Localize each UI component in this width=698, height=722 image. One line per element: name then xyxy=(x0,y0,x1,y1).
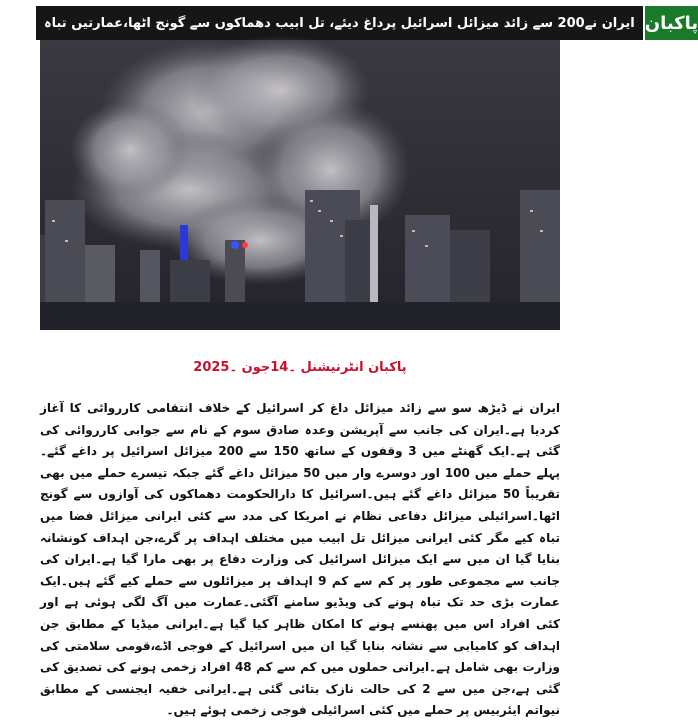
skyline-smoke-image xyxy=(40,40,560,330)
news-photo xyxy=(40,40,560,330)
article-body: ایران نے ڈیڑھ سو سے زائد میزائل داغ کر اسرائیل کے خلاف انتقامی کارروائی کا آغاز کردیا ہے۔ایران کی جانب سے آپریشن وعدہ صادق سوم کے نام سے جوابی کارروائی کی گئی ہے۔ایک گھنٹے میں 3 وقفوں کے ساتھ 150 سے 200 میزائل اسرائیل پر داغے گئے۔ پہلے حملے میں 100 اور دوسرے وار میں 50 میزائل داغے گئے جبکہ تیسرے حملے میں بھی تقریباً 50 میزائل داغے گئے ہیں۔اسرائیل کا دارالحکومت دھماکوں کی آوازوں سے گونج اٹھا۔اسرائیلی میزائل دفاعی نظام نے امریکا کی مدد سے کئی ایرانی میزائل فضا میں تباہ کیے مگر کئی ایرانی میزائل تل ابیب میں مختلف اہداف پر گرے،جن اہداف کونشانہ بنایا گیا ان میں سے ایک میزائل اسرائیل کی وزارت دفاع پر بھی مارا گیا ہے۔ایران کی جانب سے مجموعی طور پر کم سے کم 9 اہداف پر میزائلوں سے حملے کیے گئے ہیں۔ایک عمارت بڑی حد تک تباہ ہونے کی ویڈیو سامنے آگئی۔عمارت میں آگ لگی ہوئی ہے اور کئی افراد اس میں پھنسے ہونے کا امکان ظاہر کیا گیا ہے۔ایرانی میڈیا کے مطابق جن اہداف کو کامیابی سے نشانہ بنایا گیا ان میں اسرائیل کے فوجی اڈے،قومی سلامتی کی وزارت بھی شامل ہے۔ایرانی حملوں میں کم سے کم 48 افراد زخمی ہونے کی تصدیق کی گئی ہے،جن میں سے 2 کی حالت نازک بتائی گئی ہے۔ایرانی خفیہ ایجنسی کے مطابق نیواتم ایئربیس پر حملے میں کئی اسرائیلی فوجی زخمی ہوئے ہیں۔ xyxy=(40,401,560,718)
header-banner xyxy=(36,6,698,40)
brand-logo: پاکبان xyxy=(643,6,698,40)
headline: ایران نے200 سے زائد میزائل اسرائیل پرداغ دیئے، تل ابیب دھماکوں سے گونج اٹھا،عمارتیں تباہ xyxy=(36,6,643,40)
dateline: پاکبان انٹرنیشنل ۔14جون ۔2025 xyxy=(193,360,407,375)
